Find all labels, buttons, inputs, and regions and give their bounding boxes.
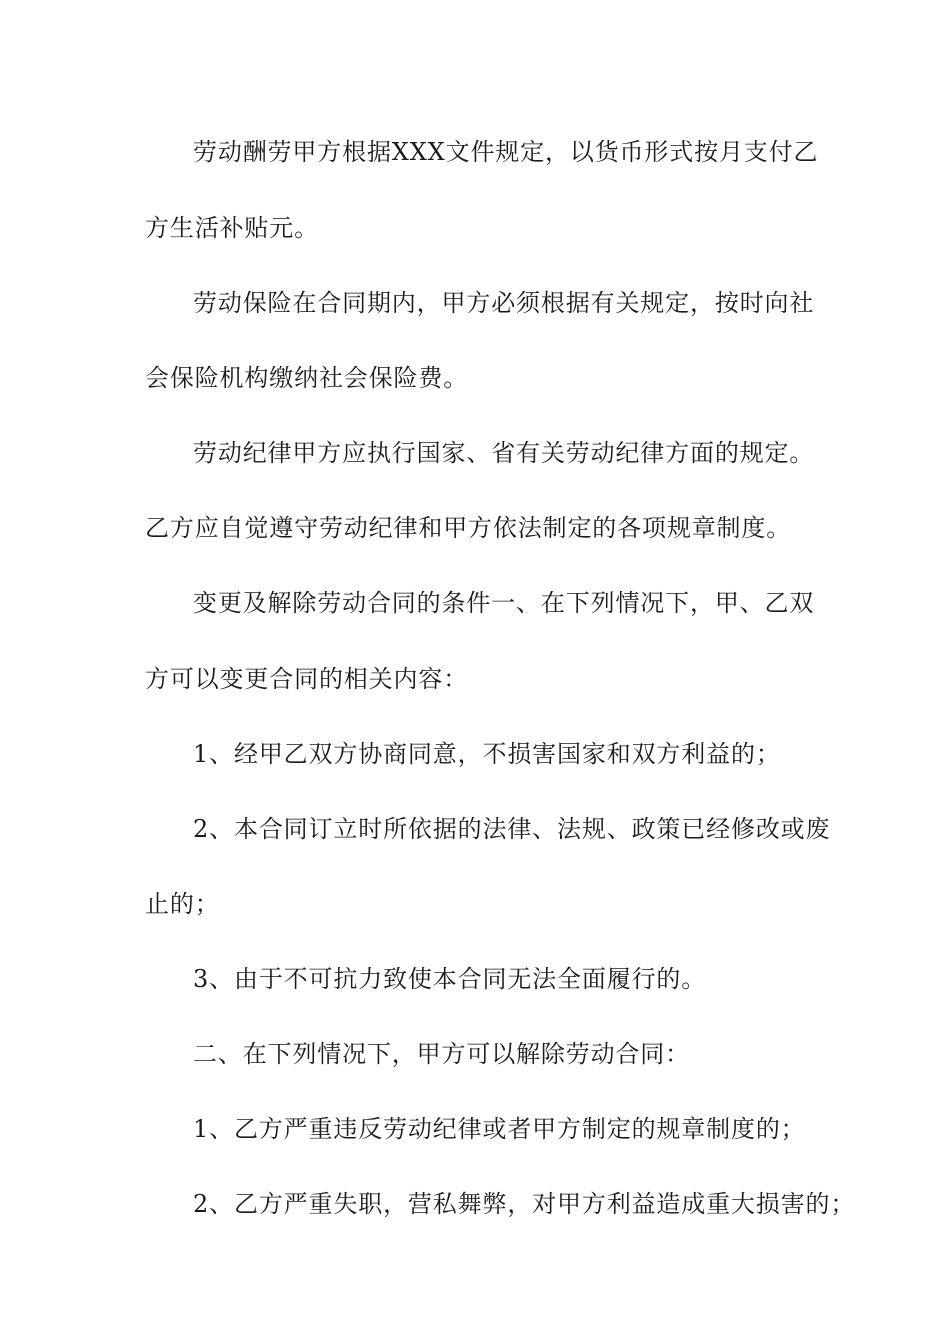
text-line-5: 劳动纪律甲方应执行国家、省有关劳动纪律方面的规定。	[193, 439, 815, 467]
text-line-12: 3、由于不可抗力致使本合同无法全面履行的。	[193, 965, 707, 993]
text-line-6: 乙方应自觉遵守劳动纪律和甲方依法制定的各项规章制度。	[145, 514, 792, 542]
text-line-11: 止的；	[145, 890, 220, 918]
text-line-13: 二、在下列情况下，甲方可以解除劳动合同：	[193, 1040, 690, 1068]
text-line-14: 1、乙方严重违反劳动纪律或者甲方制定的规章制度的；	[193, 1115, 806, 1143]
text-line-15: 2、乙方严重失职，营私舞弊，对甲方利益造成重大损害的；	[193, 1190, 856, 1218]
text-line-10: 2、本合同订立时所依据的法律、法规、政策已经修改或废	[193, 815, 831, 843]
text-line-1: 劳动酬劳甲方根据XXX文件规定，以货币形式按月支付乙	[193, 138, 819, 166]
text-line-7: 变更及解除劳动合同的条件一、在下列情况下，甲、乙双	[193, 589, 815, 617]
text-line-4: 会保险机构缴纳社会保险费。	[145, 364, 469, 392]
text-line-9: 1、经甲乙双方协商同意，不损害国家和双方利益的；	[193, 740, 781, 768]
text-line-2: 方生活补贴元。	[145, 214, 319, 242]
text-line-3: 劳动保险在合同期内，甲方必须根据有关规定，按时向社	[193, 289, 815, 317]
text-line-8: 方可以变更合同的相关内容：	[145, 665, 469, 693]
